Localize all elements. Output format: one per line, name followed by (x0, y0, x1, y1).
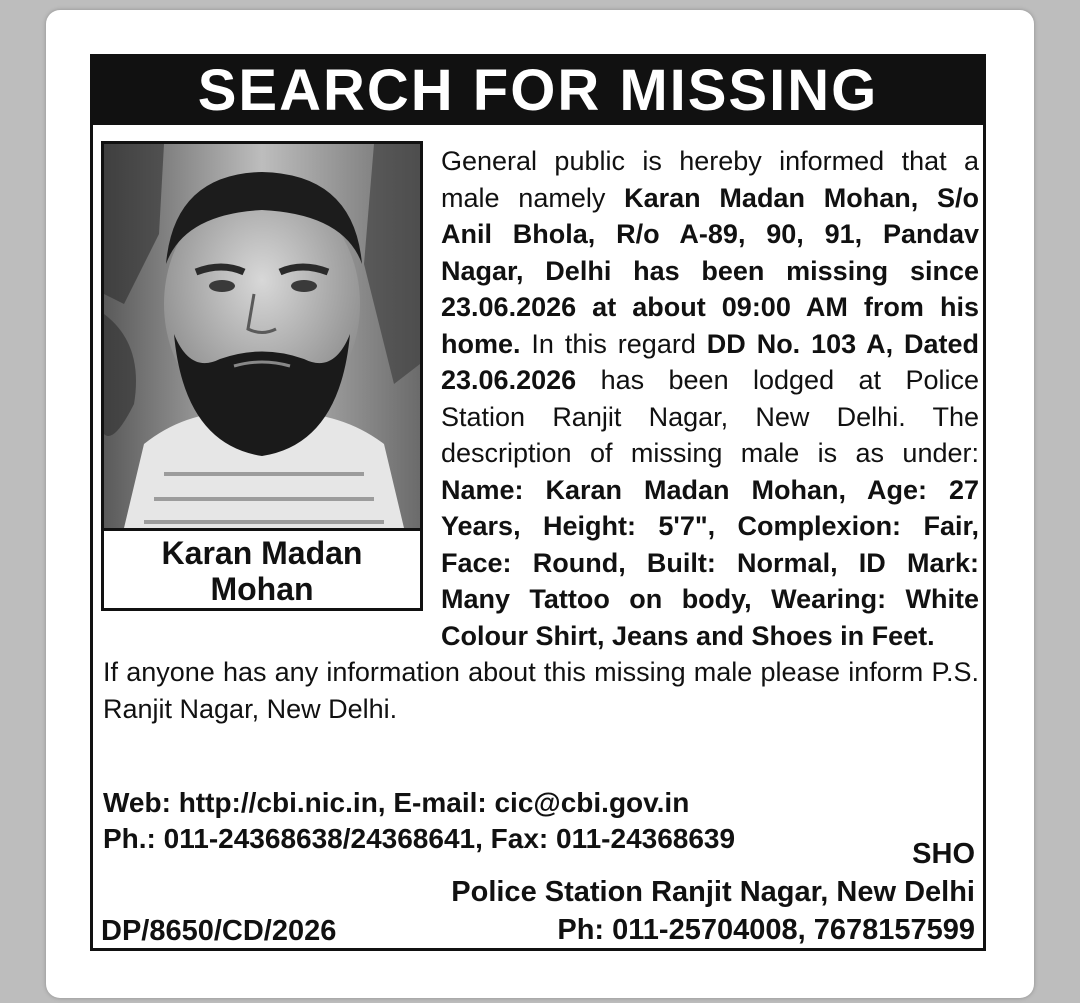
appeal-text: If anyone has any information about this missing male please inform P.S. Ranjit Nagar, New Delhi. (103, 657, 979, 724)
lodged-text: has been lodged at Police Station Ranjit Nagar, New Delhi. The description of missing male is as under: (441, 365, 979, 468)
notice-body (103, 143, 979, 727)
photo-caption-line2: Mohan (210, 571, 314, 607)
notice-headline: SEARCH FOR MISSING (93, 57, 983, 125)
regard-text: In this regard (520, 328, 707, 359)
sho-station: Police Station Ranjit Nagar, New Delhi (451, 876, 975, 908)
intro-text: General public is hereby informed that a male namely (441, 146, 979, 213)
dp-reference-number: DP/8650/CD/2026 (101, 915, 337, 947)
web-email-line: Web: http://cbi.nic.in, E-mail: cic@cbi.gov.in (103, 787, 690, 818)
sho-title: SHO (912, 838, 975, 870)
phone-fax-line: Ph.: 011-24368638/24368641, Fax: 011-24368639 (103, 823, 736, 854)
photo-caption-line1: Karan Madan (161, 535, 363, 571)
missing-person-notice (90, 54, 986, 951)
dd-number: DD No. 103 A, Dated 23.06.2026 (441, 328, 980, 395)
physical-description: Name: Karan Madan Mohan, Age: 27 Years, Height: 5'7", Complexion: Fair, Face: Round, Built: Normal, ID Mark: Many Tattoo on body, Wearing: White Colour Shirt, Jeans and Shoes in Feet. (441, 474, 979, 651)
sho-signature-block (451, 835, 975, 949)
sho-phone: Ph: 011-25704008, 7678157599 (557, 914, 975, 946)
person-details: Karan Madan Mohan, S/o Anil Bhola, R/o A-89, 90, 91, Pandav Nagar, Delhi has been missing since 23.06.2026 at about 09:00 AM from his home. (441, 182, 979, 359)
